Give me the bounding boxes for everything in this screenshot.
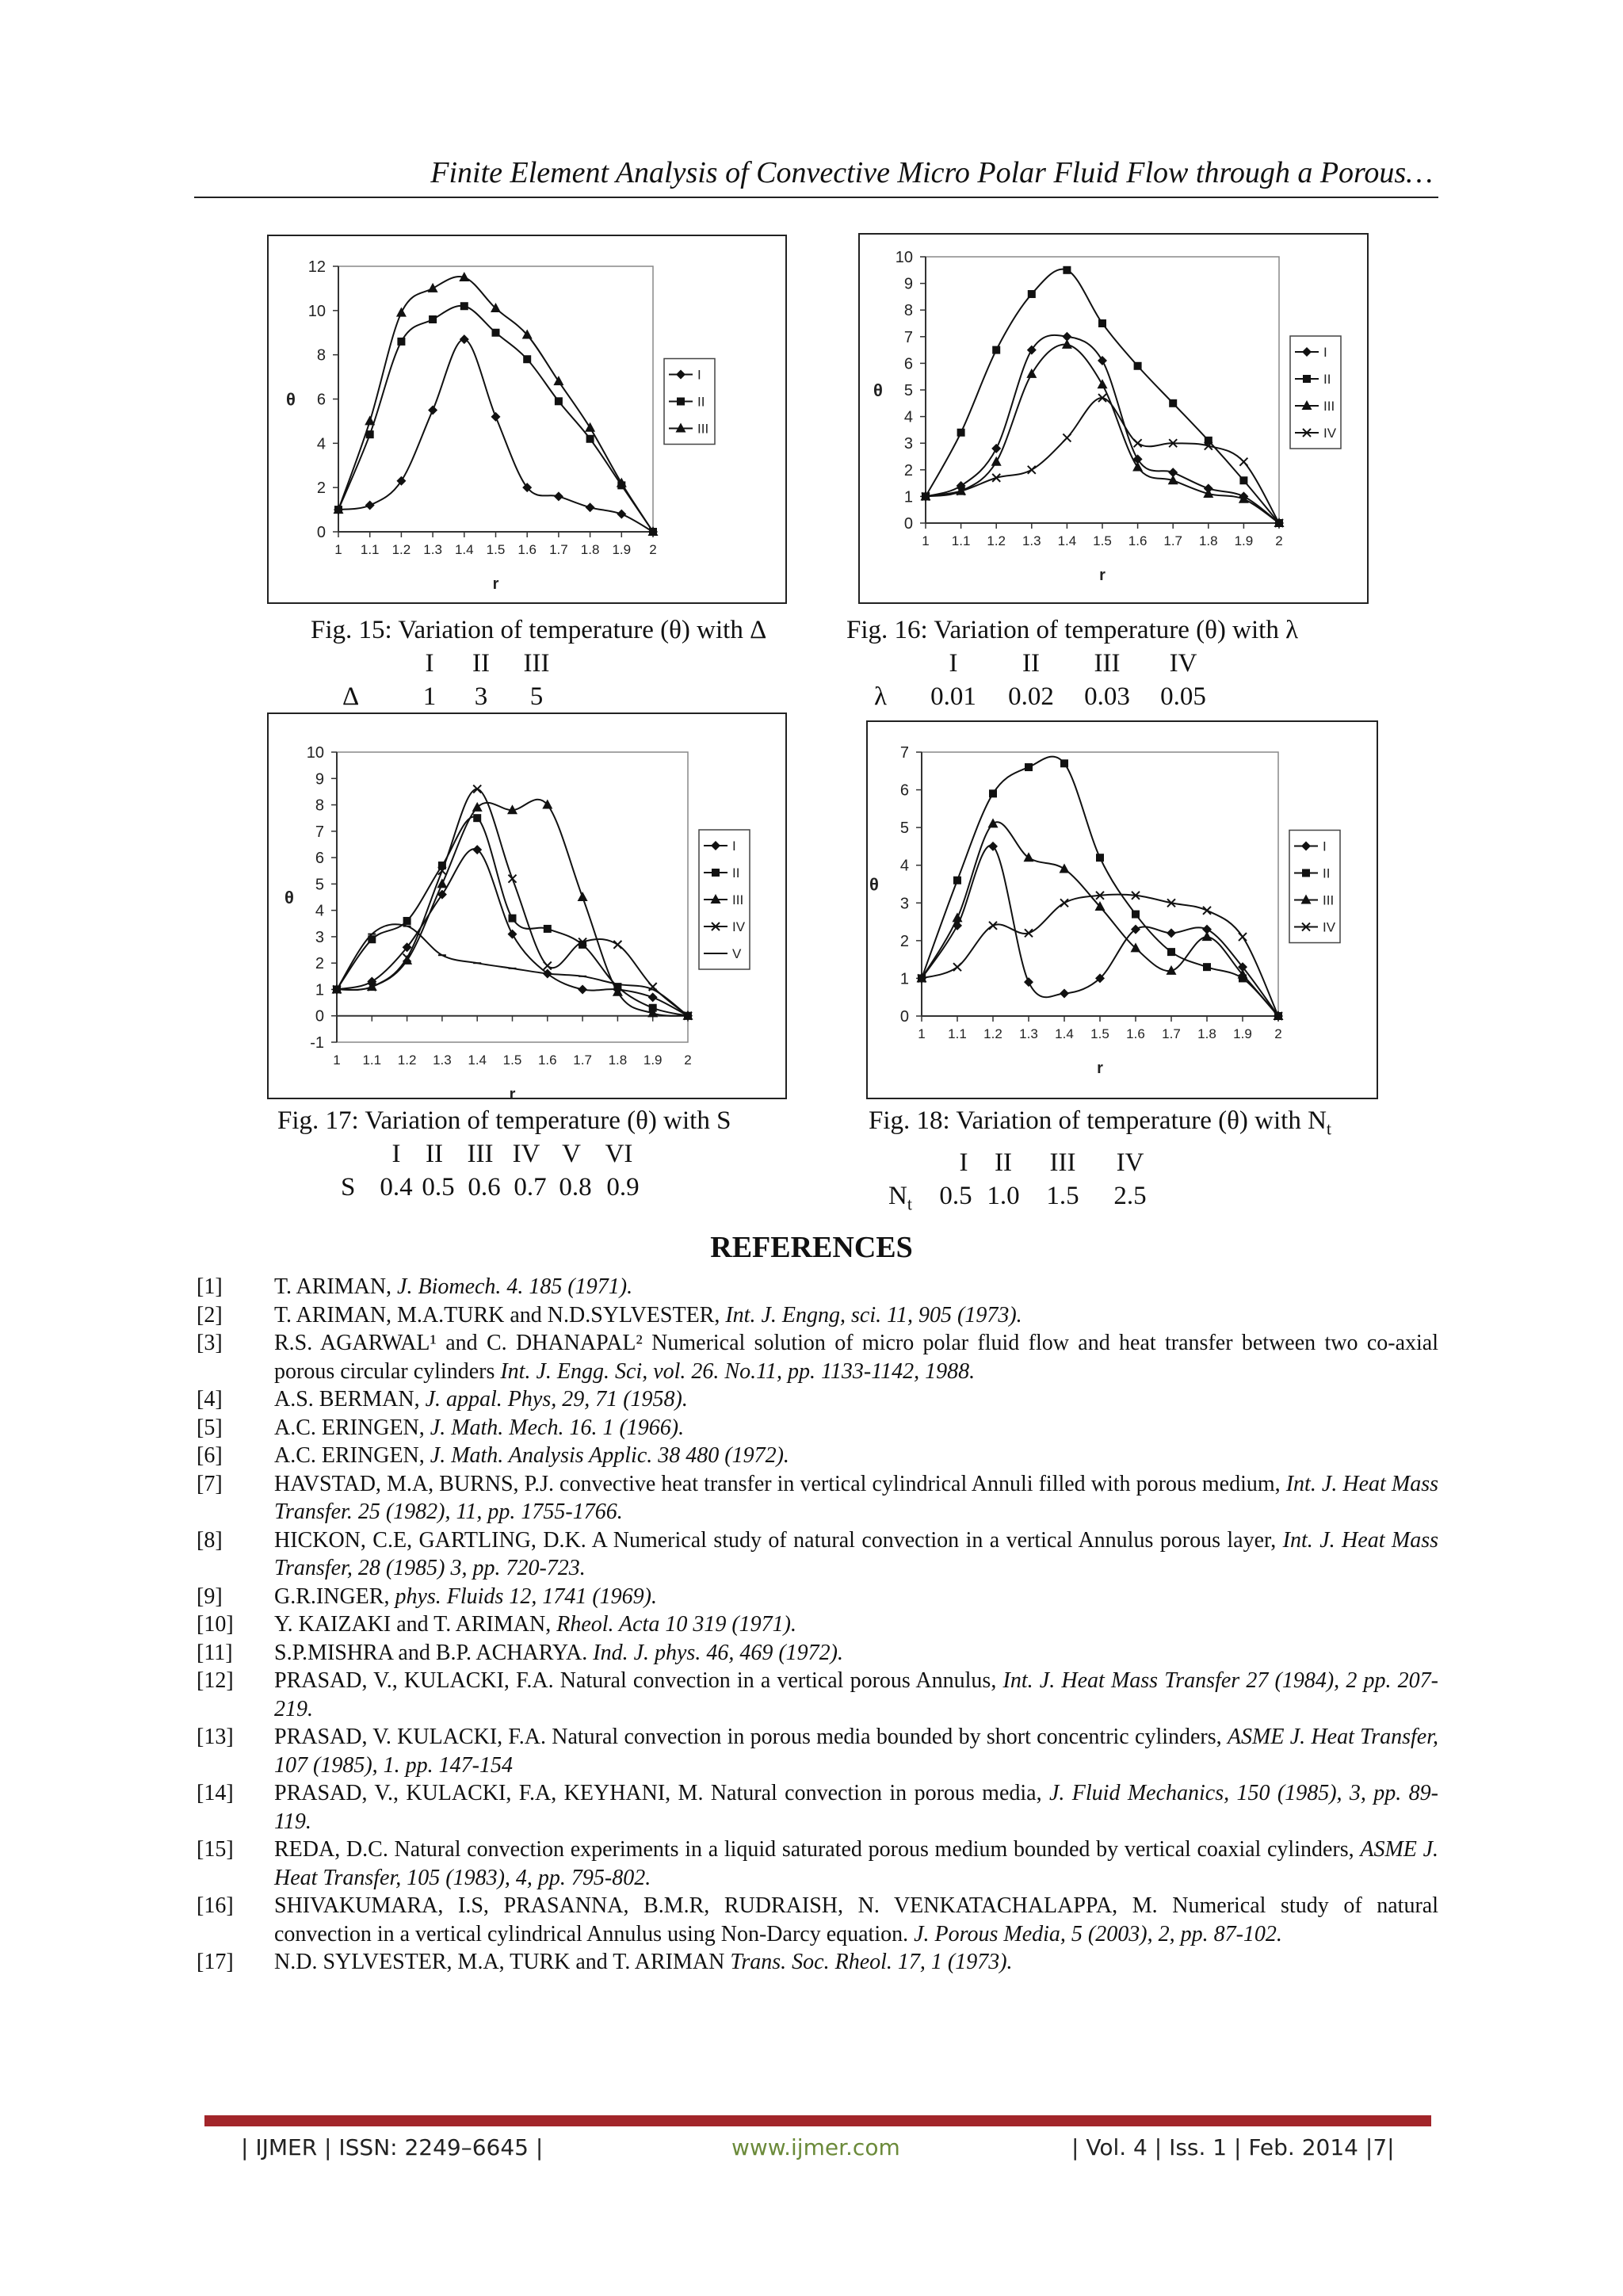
legend-label: V: [732, 946, 742, 961]
y-tick-label: 4: [899, 857, 909, 875]
x-tick-label: 1.3: [433, 1052, 452, 1068]
x-tick-label: 1.1: [951, 533, 971, 548]
param-symbol: $N_t$: [888, 1181, 912, 1214]
reference-number: [14]: [197, 1781, 234, 1805]
param-value: 5: [529, 682, 544, 711]
figure-17-caption-text: Fig. 17: Variation of temperature (θ) with S: [277, 1106, 731, 1135]
figure-16-caption: [846, 613, 1298, 713]
reference-item: [197, 1723, 1438, 1779]
legend-label: II: [1323, 372, 1331, 387]
line-chart: [267, 712, 787, 1099]
footer-url[interactable]: www.ijmer.com: [731, 2134, 900, 2160]
param-value: 0.7: [514, 1173, 547, 1201]
reference-item: [197, 1948, 1438, 1977]
x-tick-label: 1.6: [1126, 1026, 1145, 1041]
y-tick-label: 1: [315, 981, 324, 999]
x-tick-label: 1.5: [486, 542, 506, 557]
reference-number: [15]: [197, 1837, 234, 1862]
y-axis-label: θ: [285, 888, 294, 907]
param-value: 0.4: [380, 1173, 413, 1201]
x-tick-label: 1.5: [1090, 1026, 1109, 1041]
legend-label: II: [697, 394, 705, 410]
x-tick-label: 1.1: [360, 542, 380, 557]
reference-source: Rheol. Acta 10 319 (1971).: [556, 1612, 796, 1637]
reference-text: A.C. ERINGEN,: [274, 1415, 430, 1440]
x-tick-label: 1.3: [423, 542, 442, 557]
x-tick-label: 1.6: [517, 542, 537, 557]
reference-item: [197, 1385, 1438, 1414]
reference-text: PRASAD, V., KULACKI, F.A, KEYHANI, M. Natural convection in porous media,: [274, 1781, 1049, 1805]
reference-text: T. ARIMAN,: [274, 1274, 398, 1299]
data-point: [509, 915, 517, 923]
reference-item: [197, 1610, 1438, 1639]
x-tick-label: 1.2: [983, 1026, 1002, 1041]
figure-15-param-labels: [311, 647, 766, 680]
reference-number: [13]: [197, 1725, 234, 1749]
reference-number: [7]: [197, 1471, 223, 1496]
reference-number: [8]: [197, 1527, 223, 1553]
param-value: 0.9: [606, 1173, 640, 1201]
x-tick-label: 1.1: [948, 1026, 967, 1041]
y-tick-label: 1: [899, 970, 909, 988]
reference-text: A.S. BERMAN,: [274, 1387, 426, 1412]
reference-text: HAVSTAD, M.A, BURNS, P.J. convective heat transfer in vertical cylindrical Annuli filled with porous medium,: [274, 1471, 1286, 1496]
reference-text: PRASAD, V. KULACKI, F.A. Natural convection in porous media bounded by short concentric cylinders,: [274, 1725, 1228, 1749]
y-tick-label: 2: [899, 932, 909, 950]
legend-marker: [1303, 375, 1311, 383]
reference-text: N.D. SYLVESTER, M.A, TURK and T. ARIMAN: [274, 1950, 731, 1974]
x-tick-label: 1.4: [454, 542, 474, 557]
y-tick-label: 5: [315, 876, 324, 894]
reference-number: [2]: [197, 1302, 223, 1328]
y-axis-label: θ: [286, 389, 296, 410]
x-tick-label: 2: [1274, 1026, 1282, 1041]
param-label: III: [523, 649, 550, 678]
figure-18-param-labels: [869, 1146, 1331, 1179]
legend-label: IV: [732, 919, 746, 934]
y-tick-label: 5: [903, 382, 913, 399]
reference-source: Int. J. Engng, sci. 11, 905 (1973).: [725, 1302, 1022, 1328]
data-point: [544, 925, 552, 933]
param-label: V: [562, 1140, 581, 1168]
data-point: [989, 789, 997, 797]
y-tick-label: 7: [315, 823, 324, 841]
x-tick-label: 1: [333, 1052, 341, 1068]
reference-item: [197, 1639, 1438, 1668]
reference-number: [10]: [197, 1612, 234, 1637]
reference-source: ASME J. Heat Transfer, 107 (1985), 1. pp. 147-154: [274, 1725, 1438, 1778]
data-point: [403, 917, 411, 925]
figure-17-caption: [277, 1104, 731, 1204]
header-divider: [194, 197, 1438, 198]
x-axis-label: r: [1097, 1060, 1103, 1077]
legend-marker: [712, 869, 720, 877]
param-label: III: [1094, 649, 1121, 678]
legend-label: II: [732, 865, 740, 881]
x-tick-label: 1.9: [1233, 1026, 1252, 1041]
data-point: [1096, 854, 1104, 861]
y-axis-label: θ: [869, 874, 879, 895]
data-point: [460, 302, 468, 310]
y-tick-label: 0: [903, 515, 913, 533]
legend-label: IV: [1323, 919, 1336, 935]
x-tick-label: 1.5: [502, 1052, 522, 1068]
param-label: I: [949, 649, 958, 678]
reference-text: HICKON, C.E, GARTLING, D.K. A Numerical study of natural convection in a vertical Annulus porous layer,: [274, 1527, 1283, 1553]
footer-left: | IJMER | ISSN: 2249–6645 |: [241, 2134, 544, 2160]
y-tick-label: 3: [899, 895, 909, 913]
x-tick-label: 1.7: [1163, 533, 1183, 548]
x-tick-label: 1.7: [1162, 1026, 1181, 1041]
param-label: IV: [1169, 649, 1197, 678]
data-point: [1167, 948, 1175, 956]
reference-item: [197, 1470, 1438, 1526]
reference-number: [11]: [197, 1640, 233, 1665]
x-axis-label: r: [509, 1086, 516, 1099]
figure-17-param-values: [277, 1171, 731, 1204]
y-tick-label: -1: [310, 1034, 324, 1052]
param-label: II: [1022, 649, 1040, 678]
x-tick-label: 1.6: [537, 1052, 557, 1068]
param-value: 0.05: [1160, 682, 1206, 711]
x-tick-label: 1.9: [612, 542, 632, 557]
reference-item: [197, 1442, 1438, 1470]
y-tick-label: 1: [903, 488, 913, 506]
reference-source: J. Math. Mech. 16. 1 (1966).: [430, 1415, 685, 1440]
data-point: [523, 355, 531, 363]
reference-text: PRASAD, V., KULACKI, F.A. Natural convection in a vertical porous Annulus,: [274, 1668, 1003, 1693]
figure-16-caption-text: Fig. 16: Variation of temperature (θ) with λ: [846, 616, 1299, 644]
reference-item: [197, 1329, 1438, 1385]
reference-text: SHIVAKUMARA, I.S, PRASANNA, B.M.R, RUDRAISH, N. VENKATACHALAPPA, M. Numerical study of natural convection in a vertical cylindrical Annulus using Non-Darcy equation.: [274, 1893, 1438, 1946]
legend-label: III: [1323, 399, 1335, 414]
x-tick-label: 1.1: [362, 1052, 382, 1068]
line-chart: [866, 720, 1378, 1099]
data-point: [1098, 319, 1106, 327]
x-tick-label: 1.8: [580, 542, 600, 557]
y-tick-label: 0: [316, 524, 326, 541]
data-point: [1134, 362, 1142, 370]
data-point: [473, 814, 481, 822]
y-tick-label: 9: [315, 770, 324, 789]
reference-item: [197, 1667, 1438, 1723]
y-tick-label: 9: [903, 275, 913, 293]
reference-text: A.C. ERINGEN,: [274, 1443, 430, 1468]
figure-18-chart: [866, 720, 1378, 1099]
x-tick-label: 1.6: [1128, 533, 1148, 548]
data-point: [492, 329, 500, 337]
x-tick-label: 1.4: [468, 1052, 487, 1068]
data-point: [1169, 399, 1177, 407]
param-symbol: Δ: [342, 682, 360, 711]
footer-bar: [204, 2115, 1431, 2126]
x-tick-label: 1.7: [549, 542, 568, 557]
data-point: [1239, 476, 1247, 484]
param-label: I: [391, 1140, 401, 1168]
reference-text: REDA, D.C. Natural convection experiments in a liquid saturated porous medium bounded by vertical coaxial cylinders,: [274, 1837, 1361, 1862]
reference-text: T. ARIMAN, M.A.TURK and N.D.SYLVESTER,: [274, 1302, 726, 1328]
reference-source: Int. J. Engg. Sci, vol. 26. No.11, pp. 1133-1142, 1988.: [500, 1358, 976, 1384]
reference-number: [6]: [197, 1443, 223, 1468]
legend-label: I: [697, 367, 701, 383]
figure-18-caption-text: Fig. 18: Variation of temperature (θ) with $N_t$: [869, 1106, 1332, 1139]
y-tick-label: 6: [315, 850, 324, 868]
x-tick-label: 1: [334, 542, 342, 557]
param-symbol: S: [341, 1173, 356, 1201]
reference-item: [197, 1836, 1438, 1892]
reference-number: [12]: [197, 1668, 234, 1693]
x-tick-label: 1.7: [573, 1052, 592, 1068]
reference-number: [5]: [197, 1415, 223, 1440]
param-value: 0.02: [1008, 682, 1054, 711]
x-axis-label: r: [492, 575, 499, 593]
figure-18-caption: [869, 1104, 1331, 1221]
y-tick-label: 10: [306, 744, 324, 762]
y-tick-label: 4: [315, 902, 324, 920]
reference-item: [197, 1583, 1438, 1611]
reference-item: [197, 1301, 1438, 1330]
x-tick-label: 1.3: [1022, 533, 1041, 548]
x-axis-label: r: [1099, 567, 1106, 584]
param-label: IV: [512, 1140, 540, 1168]
y-tick-label: 0: [899, 1008, 909, 1026]
y-tick-label: 2: [316, 479, 326, 498]
y-tick-label: 7: [899, 744, 909, 762]
x-tick-label: 1.2: [987, 533, 1006, 548]
param-label: VI: [605, 1140, 633, 1168]
x-tick-label: 2: [1275, 533, 1283, 548]
reference-source: J. Math. Analysis Applic. 38 480 (1972).: [430, 1443, 789, 1468]
reference-text: R.S. AGARWAL¹ and C. DHANAPAL² Numerical solution of micro polar fluid flow and heat transfer between two co-axial porous circular cylinders: [274, 1331, 1438, 1384]
x-tick-label: 1.3: [1019, 1026, 1038, 1041]
data-point: [586, 435, 594, 443]
param-label: I: [425, 649, 434, 678]
data-point: [953, 877, 961, 884]
param-label: II: [995, 1148, 1012, 1177]
legend-label: I: [1323, 345, 1327, 360]
y-tick-label: 3: [315, 928, 324, 946]
data-point: [429, 315, 437, 323]
y-tick-label: 4: [903, 408, 913, 426]
reference-source: Int. J. Heat Mass Transfer 27 (1984), 2 pp. 207-219.: [274, 1668, 1438, 1721]
figure-15-caption: [311, 613, 766, 713]
figure-16-chart: [858, 233, 1369, 604]
figure-17-param-labels: [277, 1137, 731, 1171]
param-value: 0.03: [1084, 682, 1130, 711]
reference-item: [197, 1414, 1438, 1442]
y-tick-label: 2: [315, 955, 324, 973]
data-point: [1025, 763, 1033, 771]
param-value: 1.0: [987, 1181, 1020, 1210]
data-point: [1060, 759, 1068, 767]
param-value: 1: [422, 682, 437, 711]
data-point: [1132, 911, 1140, 919]
legend-label: I: [1323, 839, 1327, 854]
y-tick-label: 0: [315, 1007, 324, 1026]
param-label: IV: [1116, 1148, 1144, 1177]
reference-source: J. Porous Media, 5 (2003), 2, pp. 87-102.: [914, 1921, 1282, 1946]
data-point: [957, 429, 965, 437]
x-tick-label: 1.4: [1055, 1026, 1074, 1041]
reference-number: [3]: [197, 1331, 223, 1355]
reference-item: [197, 1273, 1438, 1301]
param-value: 0.5: [939, 1181, 972, 1210]
reference-source: Ind. J. phys. 46, 469 (1972).: [593, 1640, 843, 1665]
y-tick-label: 7: [903, 328, 913, 346]
figure-16-param-values: [846, 680, 1298, 713]
legend-marker: [677, 398, 685, 406]
y-axis-label: θ: [873, 380, 883, 400]
x-tick-label: 1.2: [397, 1052, 417, 1068]
y-tick-label: 12: [307, 258, 326, 276]
reference-number: [16]: [197, 1893, 234, 1918]
x-tick-label: 1.9: [1234, 533, 1254, 548]
x-tick-label: 1.8: [608, 1052, 628, 1068]
reference-source: J. appal. Phys, 29, 71 (1958).: [425, 1387, 688, 1412]
figure-17-chart: [267, 712, 787, 1099]
param-value: 0.5: [422, 1173, 455, 1201]
param-value: 0.8: [559, 1173, 592, 1201]
x-tick-label: 1: [918, 1026, 926, 1041]
y-tick-label: 8: [903, 302, 913, 320]
param-value: 0.01: [930, 682, 976, 711]
figure-15-param-values: [311, 680, 766, 713]
y-tick-label: 4: [316, 435, 326, 453]
reference-item: [197, 1779, 1438, 1836]
legend-marker: [1302, 869, 1310, 877]
reference-source: Int. J. Heat Mass Transfer. 25 (1982), 11, pp. 1755-1766.: [274, 1471, 1438, 1524]
y-tick-label: 6: [316, 391, 326, 409]
y-tick-label: 8: [316, 346, 326, 365]
data-point: [1203, 963, 1211, 971]
data-point: [992, 346, 1000, 354]
param-label: I: [959, 1148, 968, 1177]
x-tick-label: 2: [684, 1052, 692, 1068]
reference-source: Int. J. Heat Mass Transfer, 28 (1985) 3, pp. 720-723.: [274, 1527, 1439, 1580]
x-tick-label: 2: [649, 542, 657, 557]
legend-label: III: [1323, 892, 1335, 908]
figure-18-param-values: [869, 1179, 1331, 1221]
legend-label: IV: [1323, 426, 1337, 441]
x-tick-label: 1: [922, 533, 930, 548]
x-tick-label: 1.8: [1197, 1026, 1216, 1041]
y-tick-label: 5: [899, 819, 909, 838]
y-tick-label: 8: [315, 797, 324, 815]
reference-number: [17]: [197, 1950, 234, 1974]
param-label: III: [467, 1140, 494, 1168]
figure-15-caption-text: Fig. 15: Variation of temperature (θ) with Δ: [311, 616, 767, 644]
figure-15-chart: [267, 235, 787, 604]
references-heading: REFERENCES: [710, 1231, 913, 1264]
data-point: [555, 397, 563, 405]
legend-label: I: [732, 839, 736, 854]
x-tick-label: 1.2: [391, 542, 411, 557]
x-tick-label: 1.8: [1198, 533, 1218, 548]
reference-item: [197, 1892, 1438, 1948]
x-tick-label: 1.4: [1057, 533, 1077, 548]
param-label: II: [426, 1140, 443, 1168]
y-tick-label: 2: [903, 461, 913, 479]
data-point: [1028, 290, 1036, 298]
reference-source: J. Biomech. 4. 185 (1971).: [397, 1274, 633, 1299]
data-point: [397, 338, 405, 346]
x-tick-label: 1.9: [643, 1052, 663, 1068]
reference-text: Y. KAIZAKI and T. ARIMAN,: [274, 1612, 557, 1637]
reference-source: phys. Fluids 12, 1741 (1969).: [395, 1584, 657, 1609]
param-value: 3: [474, 682, 488, 711]
reference-item: [197, 1526, 1438, 1583]
y-tick-label: 6: [903, 355, 913, 373]
param-symbol: λ: [874, 682, 888, 711]
param-value: 1.5: [1046, 1181, 1079, 1210]
param-value: 0.6: [468, 1173, 501, 1201]
legend-label: II: [1323, 865, 1331, 881]
data-point: [1063, 266, 1071, 274]
y-tick-label: 3: [903, 435, 913, 453]
reference-number: [9]: [197, 1584, 223, 1609]
reference-source: ASME J. Heat Transfer, 105 (1983), 4, pp. 795-802.: [274, 1837, 1438, 1890]
param-label: III: [1049, 1148, 1076, 1177]
line-chart: [267, 235, 787, 604]
running-header-title: Finite Element Analysis of Convective Micro Polar Fluid Flow through a Porous…: [430, 156, 1433, 189]
reference-text: G.R.INGER,: [274, 1584, 395, 1609]
references-list: [197, 1273, 1438, 1977]
legend-label: III: [732, 892, 744, 907]
figure-16-param-labels: [846, 647, 1298, 680]
reference-source: Trans. Soc. Rheol. 17, 1 (1973).: [730, 1950, 1013, 1974]
y-tick-label: 6: [899, 781, 909, 800]
legend-label: III: [697, 421, 709, 437]
footer-right: | Vol. 4 | Iss. 1 | Feb. 2014 |7|: [1071, 2134, 1395, 2160]
reference-number: [4]: [197, 1387, 223, 1412]
y-tick-label: 10: [895, 249, 913, 266]
reference-text: S.P.MISHRA and B.P. ACHARYA.: [274, 1640, 594, 1665]
reference-source: J. Fluid Mechanics, 150 (1985), 3, pp. 89-119.: [274, 1781, 1438, 1834]
param-value: 2.5: [1113, 1181, 1147, 1210]
param-label: II: [472, 649, 490, 678]
line-chart: [858, 233, 1369, 604]
x-tick-label: 1.5: [1093, 533, 1112, 548]
y-tick-label: 10: [307, 302, 326, 320]
reference-number: [1]: [197, 1274, 223, 1299]
